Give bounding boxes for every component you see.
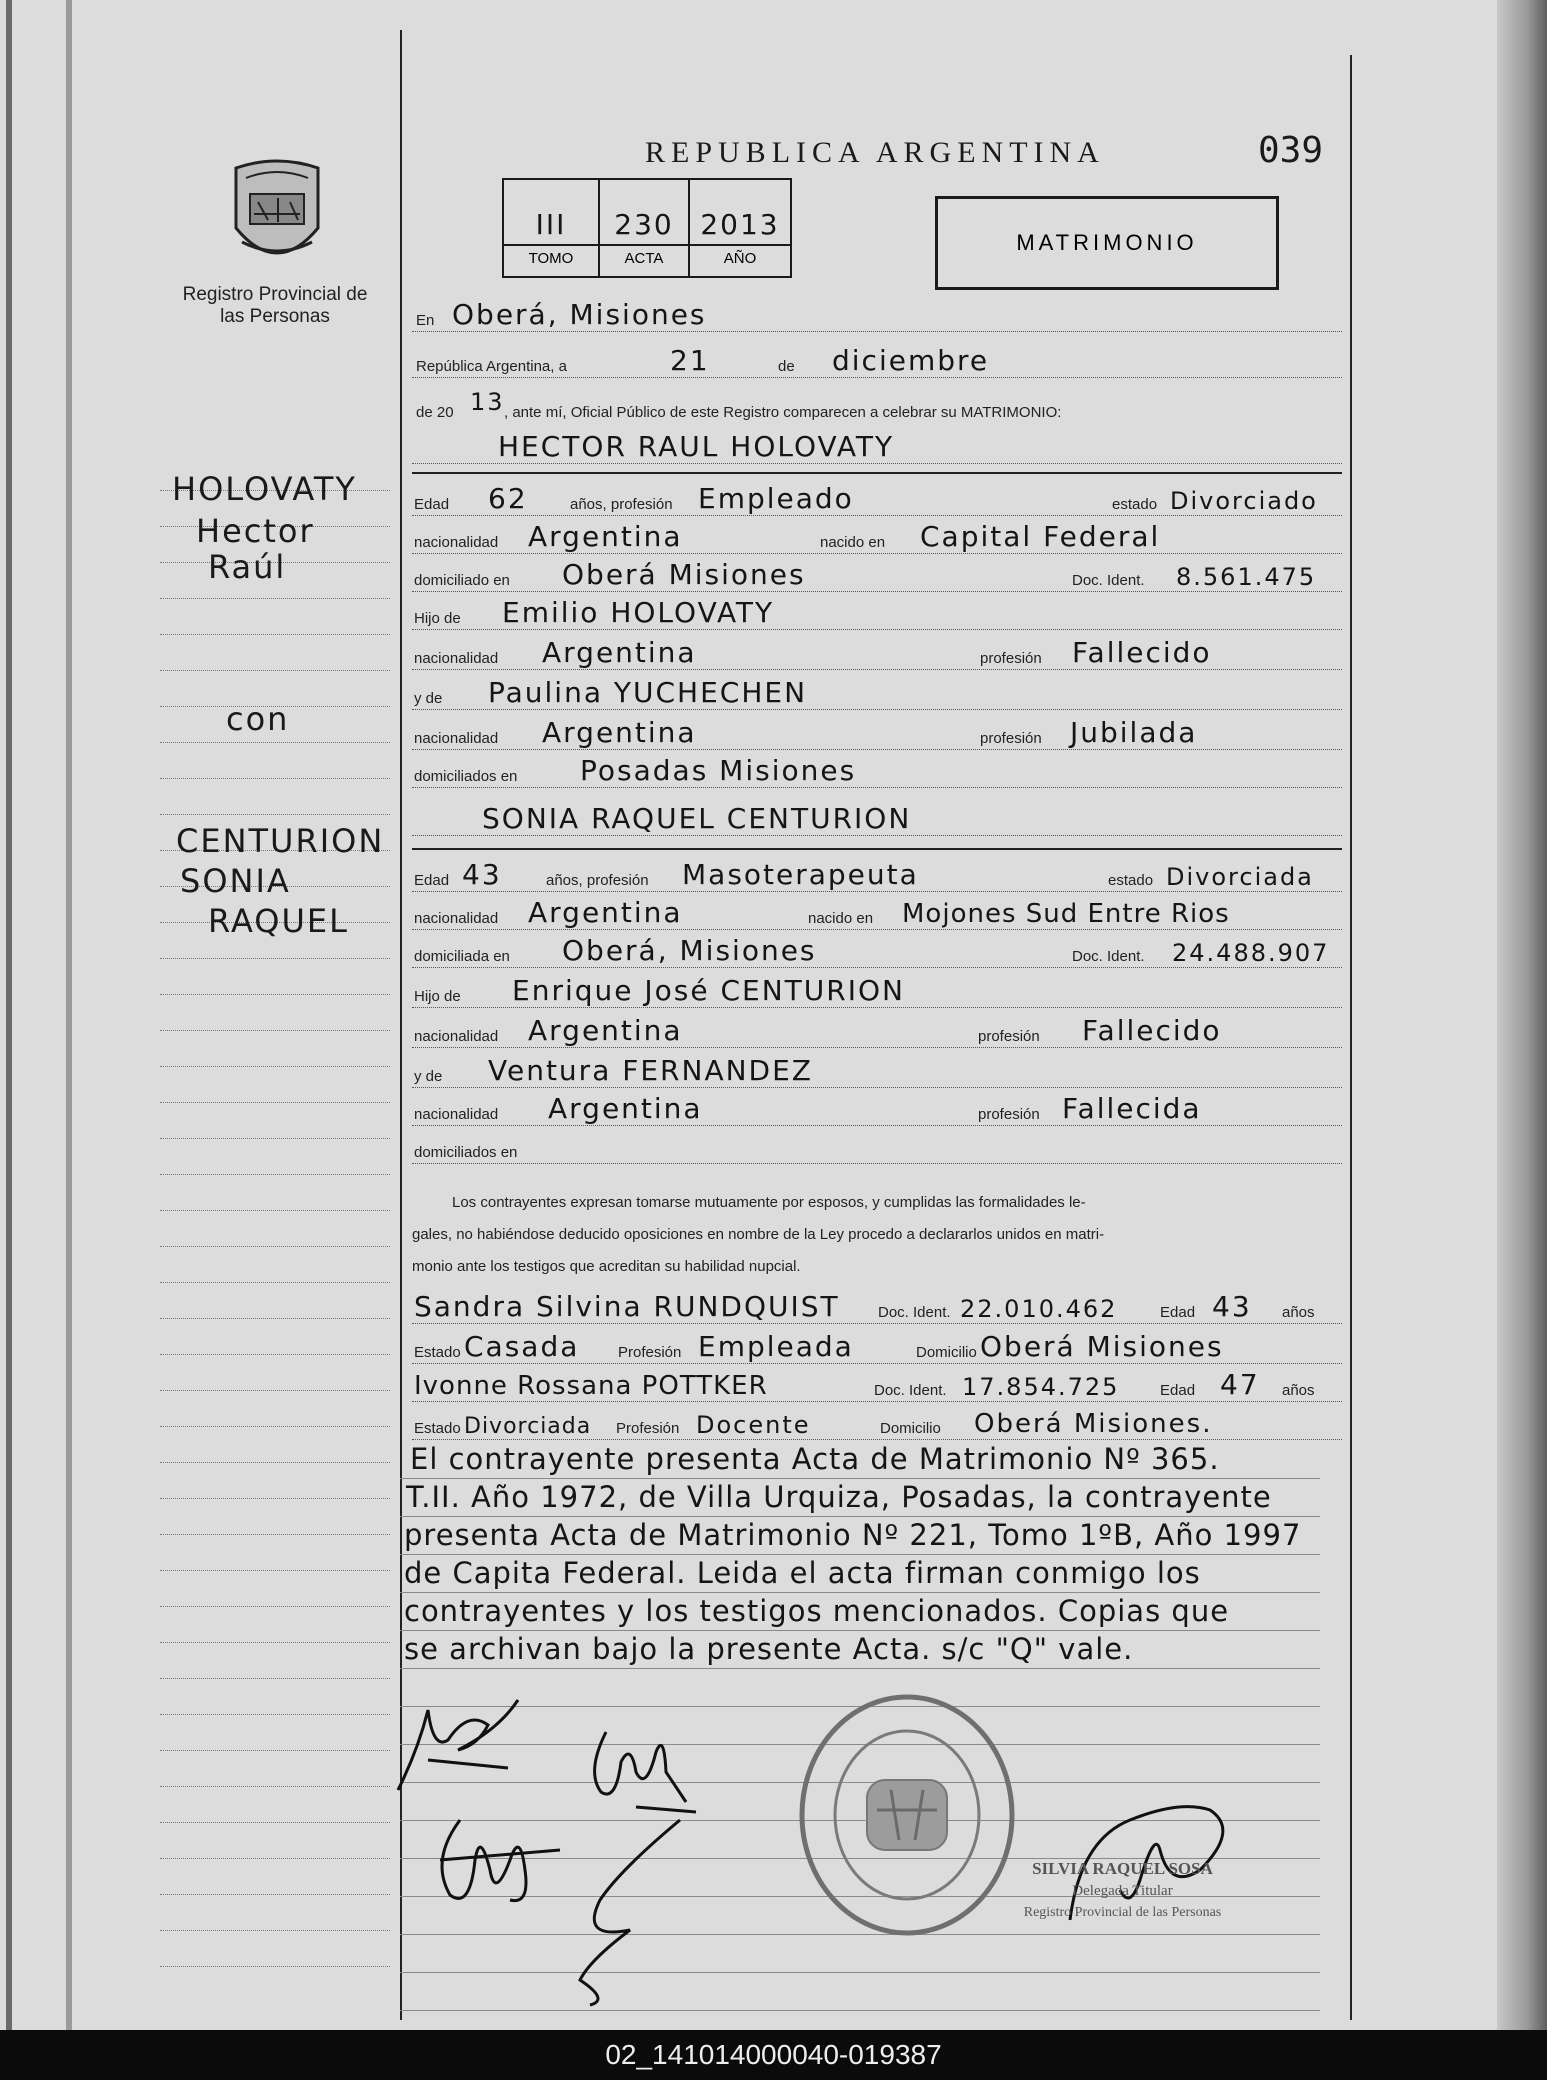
bride-name-row: [412, 804, 1342, 836]
bride-mother-nationality: Argentina: [548, 1092, 703, 1125]
bride-age: 43: [462, 858, 502, 891]
act-type-box: MATRIMONIO: [935, 196, 1279, 290]
groom-marital-status: Divorciado: [1170, 487, 1318, 515]
bride-signature: [420, 1800, 570, 1910]
margin-groom-second-name: Raúl: [208, 548, 287, 586]
country-title: REPUBLICA ARGENTINA: [645, 136, 1105, 169]
bride-birthplace: Mojones Sud Entre Rios: [902, 899, 1230, 929]
groom-address-row: domiciliado en Oberá Misiones Doc. Ident. 8.561.475: [412, 560, 1342, 592]
witness-2-marital-status: Divorciada: [464, 1414, 592, 1439]
bride-age-row: Edad 43 años, profesión Masoterapeuta estado Divorciada: [412, 860, 1342, 892]
groom-mother-nationality: Argentina: [542, 716, 697, 749]
bride-full-name: SONIA RAQUEL CENTURION: [482, 802, 912, 835]
place-value: Oberá, Misiones: [452, 298, 707, 331]
bride-nationality-row: nacionalidad Argentina nacido en Mojones Sud Entre Rios: [412, 898, 1342, 930]
anio-label: AÑO: [690, 244, 790, 267]
month-value: diciembre: [832, 344, 990, 377]
groom-address: Oberá Misiones: [562, 558, 806, 591]
registry-name: Registro Provincial de las Personas: [182, 284, 368, 327]
groom-father-details-row: nacionalidad Argentina profesión Fallecido: [412, 638, 1342, 670]
official-seal: [795, 1690, 1020, 1940]
margin-bride-second-name: RAQUEL: [208, 902, 349, 940]
bride-address: Oberá, Misiones: [562, 934, 817, 967]
groom-document: 8.561.475: [1176, 563, 1317, 591]
bride-address-row: domiciliada en Oberá, Misiones Doc. Ident. 24.488.907: [412, 936, 1342, 968]
witness-1-profession: Empleada: [698, 1330, 854, 1363]
margin-bride-surname: CENTURION: [176, 822, 385, 860]
witness-1-name: Sandra Silvina RUNDQUIST: [414, 1290, 840, 1323]
groom-full-name: HECTOR RAUL HOLOVATY: [498, 430, 895, 463]
witness-1-document: 22.010.462: [960, 1295, 1118, 1323]
bride-nationality: Argentina: [528, 896, 683, 929]
bride-father-nationality: Argentina: [528, 1014, 683, 1047]
bride-marital-status: Divorciada: [1166, 863, 1314, 891]
note-line-3: presenta Acta de Matrimonio Nº 221, Tomo 1ºB, Año 1997: [404, 1518, 1302, 1552]
witness-1-name-row: Sandra Silvina RUNDQUIST Doc. Ident. 22.010.462 Edad 43 años: [412, 1292, 1342, 1324]
groom-parents-address-row: domiciliados en Posadas Misiones: [412, 756, 1342, 788]
bride-profession: Masoterapeuta: [682, 858, 919, 891]
groom-father-name: Emilio HOLOVATY: [502, 596, 775, 629]
page-edge: [1497, 0, 1547, 2030]
anio-cell: [690, 180, 790, 276]
note-line-2: T.II. Año 1972, de Villa Urquiza, Posadas, la contrayente: [406, 1480, 1272, 1514]
scan-footer: 02_141014000040-019387: [0, 2030, 1547, 2080]
bride-mother-details-row: nacionalidad Argentina profesión Fallecida: [412, 1094, 1342, 1126]
official-name: SILVIA RAQUEL SOSA: [1032, 1859, 1213, 1878]
groom-father-profession: Fallecido: [1072, 636, 1212, 669]
margin-connector: con: [226, 700, 290, 738]
bride-father-profession: Fallecido: [1082, 1014, 1222, 1047]
anio-value: 2013: [700, 208, 780, 241]
groom-mother-name: Paulina YUCHECHEN: [488, 676, 808, 709]
day-value: 21: [670, 344, 710, 377]
bride-father-row: Hijo de Enrique José CENTURION: [412, 976, 1342, 1008]
tomo-label: TOMO: [504, 244, 598, 267]
witness-1-marital-status: Casada: [464, 1330, 580, 1363]
statement-line-2: gales, no habiéndose deducido oposiciones en nombre de la Ley procedo a declararlos unidos en matri-: [412, 1226, 1105, 1243]
witness-2-profession: Docente: [696, 1411, 811, 1439]
binding-edge: [66, 0, 72, 2030]
statement-line-3: monio ante los testigos que acreditan su habilidad nupcial.: [412, 1258, 801, 1275]
second-witness-signature: [560, 1810, 690, 2010]
bride-mother-row: y de Ventura FERNANDEZ: [412, 1056, 1342, 1088]
groom-birthplace: Capital Federal: [920, 520, 1161, 553]
witness-2-name-row: Ivonne Rossana POTTKER Doc. Ident. 17.854.725 Edad 47 años: [412, 1370, 1342, 1402]
official-stamp: [1005, 1858, 1240, 1924]
acta-value: 230: [614, 208, 674, 241]
witness-2-name: Ivonne Rossana POTTKER: [414, 1371, 768, 1401]
groom-age: 62: [488, 482, 528, 515]
place-row: En Oberá, Misiones: [412, 300, 1342, 332]
groom-nationality-row: nacionalidad Argentina nacido en Capital Federal: [412, 522, 1342, 554]
witness-2-document: 17.854.725: [962, 1373, 1120, 1401]
groom-nationality: Argentina: [528, 520, 683, 553]
date-row: República Argentina, a 21 de diciembre: [412, 346, 1342, 378]
official-office: Registro Provincial de las Personas: [1023, 1905, 1222, 1920]
acta-label: ACTA: [600, 244, 688, 267]
witness-1-details-row: Estado Casada Profesión Empleada Domicilio Oberá Misiones: [412, 1332, 1342, 1364]
acta-cell: [600, 180, 690, 276]
bride-mother-profession: Fallecida: [1062, 1092, 1202, 1125]
year-value: 13: [470, 388, 505, 416]
statement-line-1: Los contrayentes expresan tomarse mutuamente por esposos, y cumplidas las formalidades le-: [452, 1194, 1086, 1211]
witness-2-address: Oberá Misiones.: [974, 1409, 1213, 1439]
tomo-cell: [504, 180, 600, 276]
note-line-4: de Capita Federal. Leida el acta firman conmigo los: [404, 1556, 1201, 1590]
witness-2-age: 47: [1220, 1368, 1260, 1401]
bride-mother-name: Ventura FERNANDEZ: [488, 1054, 813, 1087]
tomo-value: III: [535, 208, 567, 241]
margin-groom-surname: HOLOVATY: [172, 470, 357, 508]
groom-parents-address: Posadas Misiones: [580, 754, 857, 787]
note-line-6: se archivan bajo la presente Acta. s/c "Q" vale.: [404, 1632, 1134, 1666]
bride-parents-address-row: domiciliados en: [412, 1132, 1342, 1164]
year-row: de 20 13 , ante mí, Oficial Público de este Registro comparecen a celebrar su MATRIMONIO:: [416, 388, 1062, 421]
margin-bride-first-name: SONIA: [180, 862, 291, 900]
groom-profession: Empleado: [698, 482, 854, 515]
groom-father-nationality: Argentina: [542, 636, 697, 669]
registration-box: [502, 178, 792, 278]
official-title: Delegada Titular: [1072, 1883, 1173, 1899]
groom-mother-row: y de Paulina YUCHECHEN: [412, 678, 1342, 710]
note-line-1: El contrayente presenta Acta de Matrimonio Nº 365.: [410, 1442, 1220, 1476]
misiones-coat-of-arms-icon: [228, 158, 326, 276]
right-border: [1350, 55, 1352, 2020]
witness-2-details-row: Estado Divorciada Profesión Docente Domicilio Oberá Misiones.: [412, 1408, 1342, 1440]
folio-number: 039: [1258, 130, 1324, 171]
groom-age-row: Edad 62 años, profesión Empleado estado Divorciado: [412, 484, 1342, 516]
witness-1-age: 43: [1212, 1290, 1252, 1323]
groom-name-row: [412, 432, 1342, 464]
witness-1-address: Oberá Misiones: [980, 1330, 1224, 1363]
groom-father-row: Hijo de Emilio HOLOVATY: [412, 598, 1342, 630]
witness-signature: [576, 1712, 706, 1822]
bride-document: 24.488.907: [1172, 939, 1330, 967]
bride-father-name: Enrique José CENTURION: [512, 974, 905, 1007]
note-line-5: contrayentes y los testigos mencionados. Copias que: [404, 1594, 1230, 1628]
binding-edge: [6, 0, 12, 2030]
groom-mother-profession: Jubilada: [1070, 716, 1198, 749]
groom-mother-details-row: nacionalidad Argentina profesión Jubilada: [412, 718, 1342, 750]
margin-groom-first-name: Hector: [196, 512, 315, 550]
groom-signature: [388, 1690, 548, 1800]
bride-father-details-row: nacionalidad Argentina profesión Fallecido: [412, 1016, 1342, 1048]
